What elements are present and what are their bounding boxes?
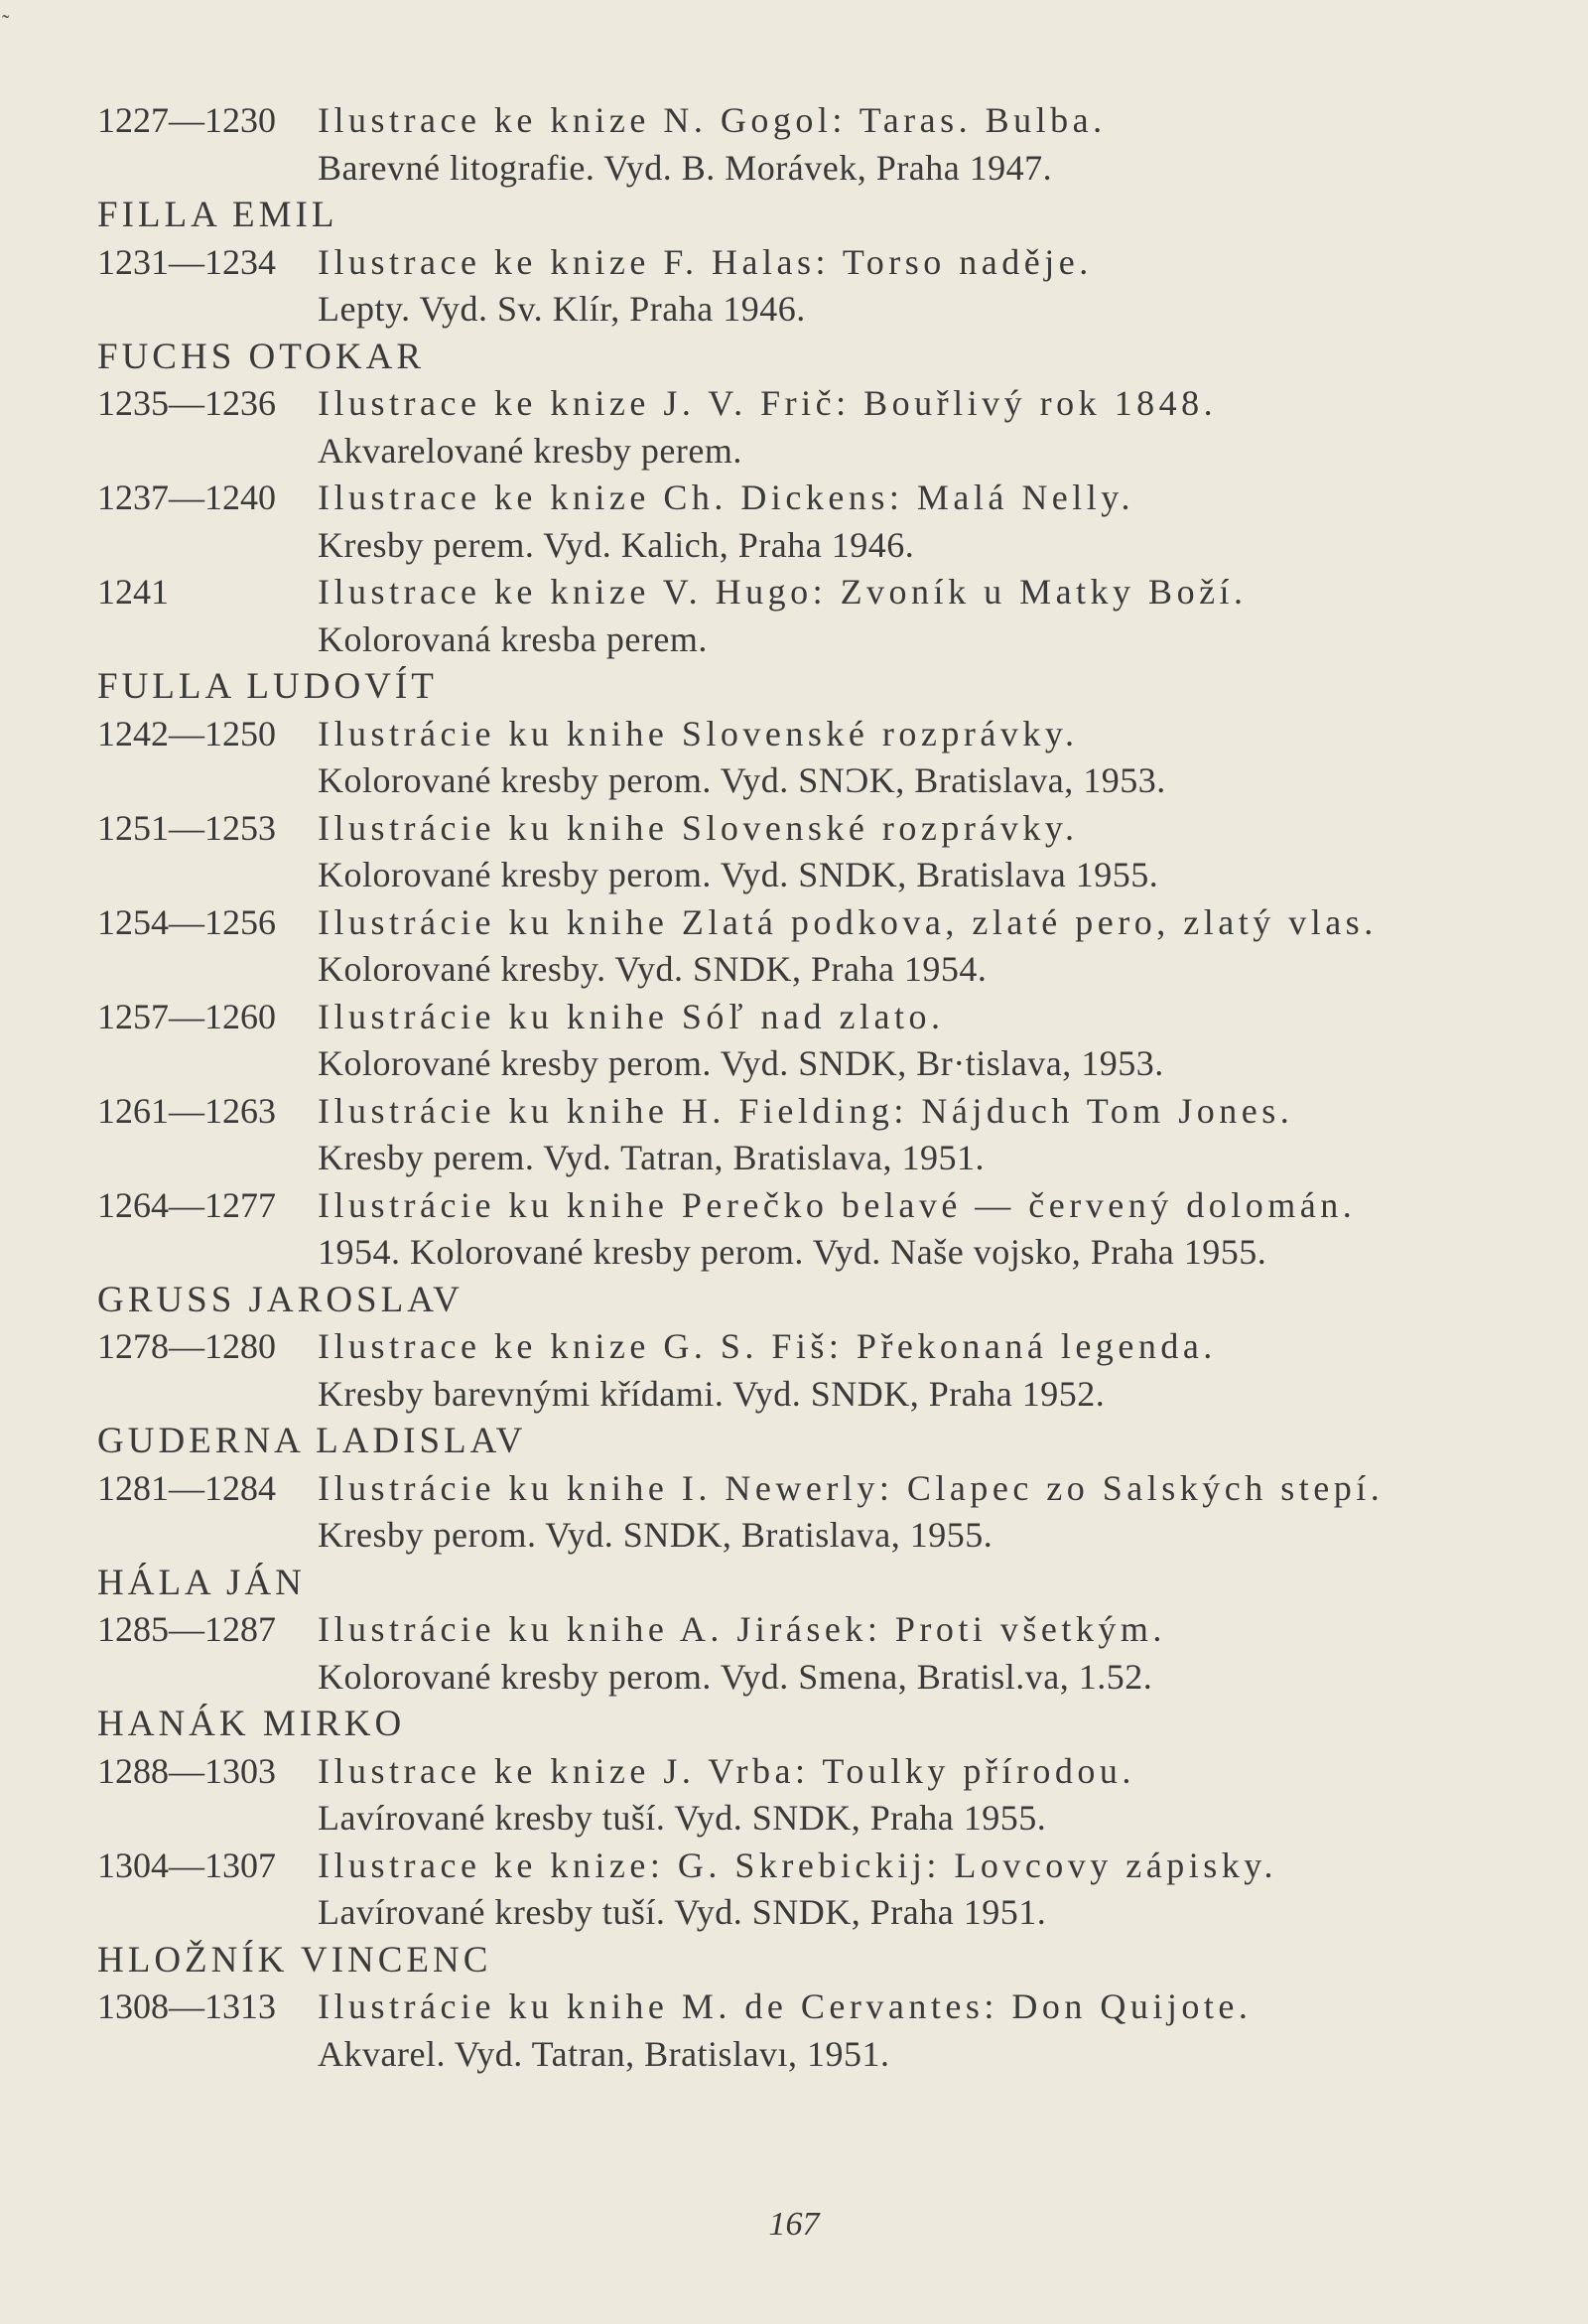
catalog-entry — [97, 1843, 1546, 1890]
entry-detail: Lepty. Vyd. Sv. Klír, Praha 1946. — [318, 289, 806, 329]
entry-detail: Lavírované kresby tuší. Vyd. SNDK, Praha 1955. — [318, 1798, 1047, 1838]
entry-number: 1308—1313 — [97, 1986, 276, 2026]
author-heading: HÁLA JÁN — [97, 1562, 306, 1603]
entry-detail: Kresby barevnými křídami. Vyd. SNDK, Praha 1952. — [318, 1373, 1106, 1414]
entry-detail-line — [97, 1512, 1546, 1560]
entry-title: Ilustrace ke knize J. Vrba: Toulky přírodou. — [318, 1750, 1135, 1791]
author-heading-line — [97, 1937, 1546, 1984]
catalog-list — [97, 97, 1546, 2078]
entry-detail: Barevné litografie. Vyd. B. Morávek, Praha 1947. — [318, 147, 1053, 188]
entry-title: Ilustrace ke knize: G. Skrebickij: Lovcovy zápisky. — [318, 1845, 1277, 1885]
entry-title: Ilustrácie ku knihe A. Jirásek: Proti všetkým. — [318, 1609, 1166, 1649]
catalog-entry — [97, 1748, 1546, 1796]
author-heading: FUCHS OTOKAR — [97, 336, 426, 377]
entry-detail: Kresby perom. Vyd. SNDK, Bratislava, 1955. — [318, 1515, 993, 1555]
author-heading: GRUSS JAROSLAV — [97, 1279, 463, 1320]
entry-number: 1235—1236 — [97, 383, 276, 423]
entry-title: Ilustrácie ku knihe Slovenské rozprávky. — [318, 807, 1079, 848]
entry-title: Ilustrace ke knize V. Hugo: Zvoník u Matky Boží. — [318, 572, 1248, 612]
catalog-entry — [97, 899, 1546, 947]
entry-title: Ilustrácie ku knihe Sóľ nad zlato. — [318, 996, 945, 1036]
catalog-entry — [97, 994, 1546, 1041]
entry-title: Ilustrace ke knize F. Halas: Torso naděje. — [318, 241, 1093, 282]
entry-title: Ilustrace ke knize J. V. Frič: Bouřlivý rok 1848. — [318, 383, 1218, 423]
catalog-entry — [97, 805, 1546, 853]
author-heading-line — [97, 1418, 1546, 1465]
entry-number: 1261—1263 — [97, 1090, 276, 1131]
catalog-entry — [97, 1606, 1546, 1654]
entry-number: 1278—1280 — [97, 1326, 276, 1366]
author-heading: FULLA LUDOVÍT — [97, 666, 438, 707]
entry-number: 1281—1284 — [97, 1467, 276, 1508]
entry-detail: 1954. Kolorované kresby perom. Vyd. Naše vojsko, Praha 1955. — [318, 1232, 1267, 1272]
entry-detail-line — [97, 428, 1546, 476]
page-corner-mark: ˜ — [2, 10, 10, 35]
entry-detail-line — [97, 522, 1546, 570]
entry-detail-line — [97, 1371, 1546, 1419]
catalog-entry — [97, 711, 1546, 758]
author-heading: HLOŽNÍK VINCENC — [97, 1939, 492, 1981]
entry-detail-line — [97, 145, 1546, 193]
entry-title: Ilustrácie ku knihe Zlatá podkova, zlaté pero, zlatý vlas. — [318, 901, 1378, 942]
entry-detail-line — [97, 946, 1546, 994]
entry-number: 1242—1250 — [97, 713, 276, 753]
catalog-entry — [97, 239, 1546, 287]
entry-number: 1264—1277 — [97, 1184, 276, 1225]
entry-number: 1251—1253 — [97, 807, 276, 848]
entry-detail: Kolorované kresby perom. Vyd. SNƆK, Bratislava, 1953. — [318, 760, 1166, 800]
entry-number: 1288—1303 — [97, 1750, 276, 1791]
entry-detail: Kresby perem. Vyd. Kalich, Praha 1946. — [318, 524, 915, 565]
entry-title: Ilustrace ke knize N. Gogol: Taras. Bulba. — [318, 100, 1107, 140]
entry-title: Ilustrácie ku knihe M. de Cervantes: Don Quijote. — [318, 1986, 1253, 2026]
author-heading-line — [97, 334, 1546, 381]
catalog-entry — [97, 97, 1546, 145]
author-heading: GUDERNA LADISLAV — [97, 1421, 527, 1461]
entry-number: 1257—1260 — [97, 996, 276, 1036]
entry-title: Ilustrácie ku knihe Perečko belavé — červený dolomán. — [318, 1184, 1357, 1225]
entry-detail-line — [97, 1229, 1546, 1277]
author-heading-line — [97, 1277, 1546, 1324]
entry-number: 1237—1240 — [97, 478, 276, 517]
entry-title: Ilustrace ke knize G. S. Fiš: Překonaná legenda. — [318, 1326, 1217, 1366]
entry-number: 1241 — [97, 572, 169, 612]
entry-detail-line — [97, 286, 1546, 334]
author-heading: FILLA EMIL — [97, 195, 338, 235]
entry-title: Ilustrace ke knize Ch. Dickens: Malá Nelly. — [318, 478, 1134, 517]
catalog-entry — [97, 1088, 1546, 1136]
entry-detail-line — [97, 2031, 1546, 2079]
entry-detail: Kresby perem. Vyd. Tatran, Bratislava, 1951. — [318, 1138, 986, 1177]
entry-detail: Kolorované kresby perom. Vyd. Smena, Bratisl.va, 1.52. — [318, 1656, 1153, 1697]
author-heading-line — [97, 663, 1546, 711]
page-number: 167 — [768, 2206, 820, 2243]
catalog-entry — [97, 569, 1546, 616]
author-heading-line — [97, 1560, 1546, 1607]
entry-number: 1227—1230 — [97, 100, 276, 140]
entry-number: 1231—1234 — [97, 241, 276, 282]
entry-detail: Kolorované kresby perom. Vyd. SNDK, Br·tislava, 1953. — [318, 1043, 1164, 1083]
entry-detail: Akvarel. Vyd. Tatran, Bratislavı, 1951. — [318, 2033, 890, 2074]
entry-detail: Akvarelované kresby perem. — [318, 430, 742, 471]
author-heading: HANÁK MIRKO — [97, 1704, 406, 1744]
author-heading-line — [97, 192, 1546, 239]
entry-detail: Kolorované kresby. Vyd. SNDK, Praha 1954. — [318, 949, 988, 989]
entry-detail: Kolorovaná kresba perem. — [318, 618, 708, 659]
catalog-entry — [97, 475, 1546, 522]
author-heading-line — [97, 1701, 1546, 1748]
catalog-entry — [97, 380, 1546, 428]
entry-detail: Kolorované kresby perom. Vyd. SNDK, Bratislava 1955. — [318, 855, 1159, 894]
entry-detail-line — [97, 616, 1546, 664]
catalog-entry — [97, 1465, 1546, 1513]
catalog-entry — [97, 1983, 1546, 2031]
entry-number: 1304—1307 — [97, 1845, 276, 1885]
entry-detail-line — [97, 1795, 1546, 1843]
entry-number: 1254—1256 — [97, 901, 276, 942]
entry-title: Ilustrácie ku knihe I. Newerly: Clapec zo Salských stepí. — [318, 1467, 1385, 1508]
entry-detail: Lavírované kresby tuší. Vyd. SNDK, Praha 1951. — [318, 1892, 1047, 1932]
entry-detail-line — [97, 1654, 1546, 1702]
entry-detail-line — [97, 757, 1546, 805]
entry-number: 1285—1287 — [97, 1609, 276, 1649]
entry-detail-line — [97, 852, 1546, 899]
catalog-entry — [97, 1323, 1546, 1371]
entry-detail-line — [97, 1889, 1546, 1937]
entry-detail-line — [97, 1135, 1546, 1182]
entry-title: Ilustrácie ku knihe H. Fielding: Nájduch Tom Jones. — [318, 1090, 1294, 1131]
catalog-entry — [97, 1182, 1546, 1230]
entry-detail-line — [97, 1040, 1546, 1088]
entry-title: Ilustrácie ku knihe Slovenské rozprávky. — [318, 713, 1079, 753]
